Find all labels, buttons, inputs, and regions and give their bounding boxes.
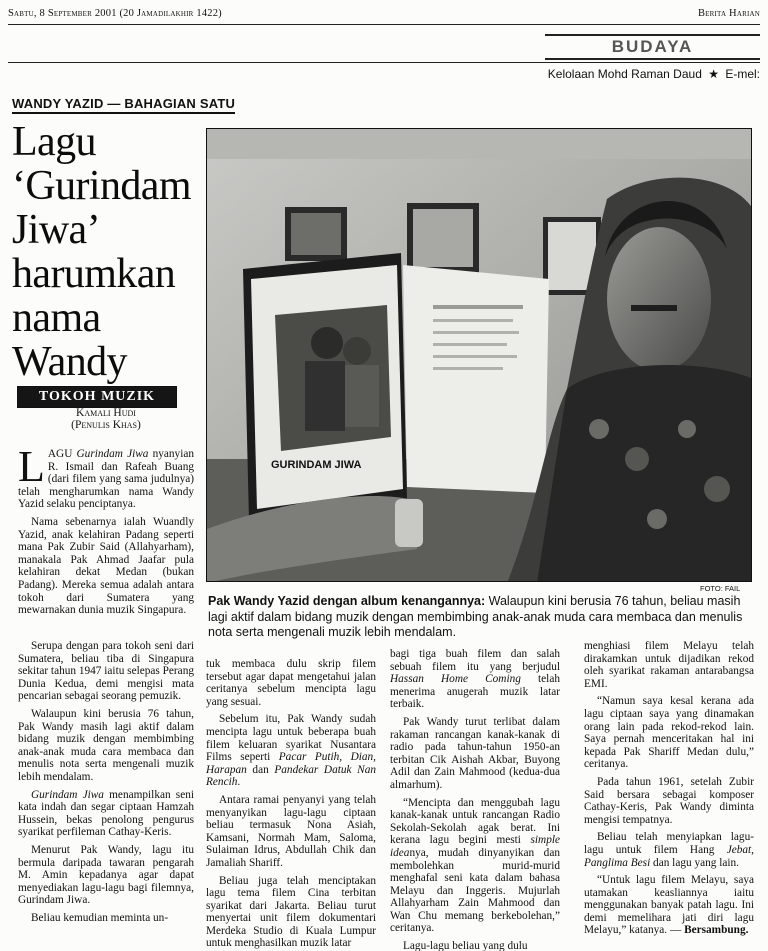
article-paragraph: Serupa dengan para tokoh seni dari Sumatera, beliau tiba di Singapura sekitar tahun 1947 iaitu selepas Perang Dunia Kedua, demi mengisi mata pencarian sebagai seorang pemuzik. [18,640,194,703]
headline-line: Jiwa’ [12,207,100,253]
headline-line: nama [12,295,101,341]
continued-label: Bersambung. [684,924,749,937]
article-paragraph: Beliau juga telah menciptakan lagu tema filem Cina terbitan syarikat dari Jakarta. Beliau turut menyertai unit filem dokumentari Merdeka Studio di Kuala Lumpur untuk menghasilkan muzik latar [206,874,376,950]
section-rule [8,62,760,63]
editor-email-label: E-mel: [725,67,760,81]
top-rule [8,24,760,25]
article-paragraph: Pak Wandy turut terlibat dalam rakaman rancangan kanak-kanak di radio pada tahun-tahun 1950-an terbitan Cik Aishah Akbar, Buyong Adil dan Zain Mahmood (kedua-dua almarhum). [390,715,560,791]
article-paragraph: Beliau telah menyiapkan lagu-lagu untuk filem Hang Jebat, Panglima Besi dan lagu yang lain. [584,831,754,869]
article-column-4 [584,640,754,942]
byline-role: (Penulis Khas) [71,419,141,431]
masthead-paper-name: Berita Harian [697,8,760,19]
article-paragraph: Gurindam Jiwa menampilkan seni kata indah dan segar ciptaan Hamzah Hussein, bekas penolong pengurus syarikat perfileman Cathay-Keris. [18,788,195,839]
column-tag-label: TOKOH MUZIK [18,387,176,407]
article-paragraph: Lagu-lagu beliau yang dulu [403,940,528,951]
article-paragraph: “Mencipta dan menggubah lagu kanak-kanak untuk rancangan Radio Sekolah-Sekolah agak berat. Ini kerana lagu begini mesti simple ideanya, mudah dinyanyikan dan membolehkan murid-murid menghafal seni kata dalam bahasa Melayu dan Inggeris. Mujurlah Allahyarham Zain Mahmood dan Wan Chu memang berkebolehan,” ceritanya. [390,796,560,935]
article-column-3 [390,648,560,951]
article-paragraph: Beliau kemudian meminta un- [31,911,169,924]
article-paragraph: Walaupun kini berusia 76 tahun, Pak Wandy masih lagi aktif dalam bidang muzik dengan membimbing anak-anak muda cara membaca dan menulis nota serta mengenali muzik lebih mendalam. [18,707,194,783]
headline-line: Wandy [12,339,127,385]
article-paragraph: “Untuk lagu filem Melayu, saya utamakan keasliannya iaitu menggunakan banyak patah lagu. Ini demi memelihara jati diri lagu Melayu,” katanya. — Bersambung. [584,874,754,937]
article-column-2 [206,658,376,951]
dropcap: L [18,442,45,491]
article-paragraph: Antara ramai penyanyi yang telah menyanyikan lagu-lagu ciptaan beliau termasuk Nona Asiah, Kamsani, Normah Mam, Saloma, Sulaiman Idrus, Abdullah Chik dan Jamaliah Shariff. [206,793,376,869]
article-paragraph: Sebelum itu, Pak Wandy sudah mencipta lagu untuk beberapa buah filem keluaran syarikat Nusantara Films seperti Pacar Putih, Dian, Harapan dan Pandekar Datuk Nan Rencih. [206,713,376,789]
article-paragraph: Nama sebenarnya ialah Wuandly Yazid, anak kelahiran Padang seperti mana Pak Zubir Said (Allahyarham), manakala Pak Ahmad Jaafar pula kelahiran dekat Medan (bukan Padang). Mereka semua adalah antara tokoh dari Sumatera yang mewarnakan dunia muzik Singapura. [18,515,194,617]
album-title: GURINDAM JIWA [271,459,362,471]
article-paragraph: Pada tahun 1961, setelah Zubir Said bersara sebagai komposer Cathay-Keris, Pak Wandy diminta mengisi tempatnya. [584,775,754,826]
photo-caption [208,594,754,641]
headline-line: ‘Gurindam [12,163,191,209]
article-photo [206,128,752,582]
section-label-box [545,34,760,60]
article-paragraph: “Namun saya kesal kerana ada lagu ciptaan saya yang dinamakan orang lain pada rekod-rekod lain. Saya pernah menceritakan hal ini kepada Pak Shariff Medan dulu,” ceritanya. [584,695,754,771]
star-icon: ★ [708,67,719,81]
article-paragraph: tuk membaca dulu skrip filem tersebut agar dapat mengetahui jalan ceritanya sebelum mencipta lagu yang sesuai. [206,658,376,708]
byline-name: Kamali Hudi [76,407,136,419]
kicker: WANDY YAZID — BAHAGIAN SATU [12,96,235,114]
editor-name: Kelolaan Mohd Raman Daud [547,67,702,81]
photo-illustration [207,129,752,582]
caption-lead: Pak Wandy Yazid dengan album kenangannya: [208,594,486,608]
article-paragraph: LAGU Gurindam Jiwa nyanyian R. Ismail dan Rafeah Buang (dari filem yang sama judulnya) telah mengharumkan nama Wandy Yazid selaku penciptanya. [18,442,195,511]
article-paragraph: menghiasi filem Melayu telah dirakamkan untuk dijadikan rekod oleh syarikat rakaman antarabangsa EMI. [584,640,754,690]
masthead [8,6,760,26]
section-label: BUDAYA [611,37,694,56]
caption-text: Walaupun kini berusia 76 tahun, beliau masih lagi aktif dalam bidang muzik dengan membimbing anak-anak muda cara membaca dan menulis nota serta mengenali muzik lebih mendalam. [208,594,743,639]
editor-line [548,67,760,81]
masthead-date: Sabtu, 8 September 2001 (20 Jamadilakhir 1422) [8,8,222,19]
article-column-1-bottom [18,640,194,929]
column-tag [17,386,177,408]
headline-line: harumkan [12,251,176,297]
photo-credit: FOTO: FAIL [700,584,741,593]
article-paragraph: Menurut Pak Wandy, lagu itu bermula daripada tawaran pengarah M. Amin kepadanya agar dapat menyediakan lagu-lagu bagi filemnya, Gurindam Jiwa. [18,843,194,907]
article-paragraph: bagi tiga buah filem dan salah sebuah filem itu yang berjudul Hassan Home Coming telah menerima anugerah muzik latar terbaik. [390,648,560,711]
headline-line: Lagu [12,119,96,165]
headline [12,120,207,384]
byline [36,407,176,431]
article-column-1-top [18,442,195,622]
